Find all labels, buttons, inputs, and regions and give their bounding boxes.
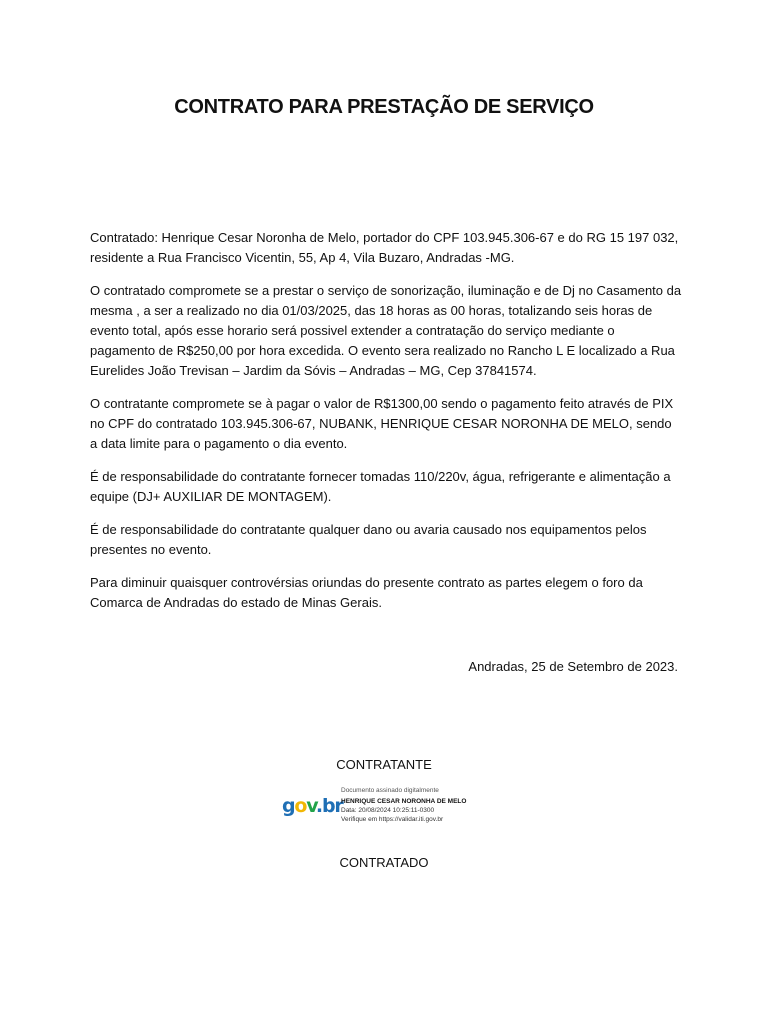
govbr-logo: gov.br [282, 795, 343, 817]
signature-verify-link[interactable]: Verifique em https://validar.iti.gov.br [341, 816, 444, 823]
contratante-label: CONTRATANTE [336, 757, 432, 772]
digital-signature-stamp [282, 784, 482, 830]
signature-header: Documento assinado digitalmente [341, 787, 439, 794]
paragraph-payment: O contratante compromete se à pagar o valor de R$1300,00 sendo o pagamento feito através de PIX no CPF do contratado 103.945.306-67, NUBANK, HENRIQUE CESAR NORONHA DE MELO, sendo a data limite para o pagamento o dia evento. [90, 396, 674, 451]
signer-name: HENRIQUE CESAR NORONHA DE MELO [341, 798, 467, 805]
document-title: CONTRATO PARA PRESTAÇÃO DE SERVIÇO [174, 96, 594, 118]
paragraph-contratado: Contratado: Henrique Cesar Noronha de Melo, portador do CPF 103.945.306-67 e do RG 15 197 032, residente a Rua Francisco Vicentin, 55, Ap 4, Vila Buzaro, Andradas -MG. [90, 230, 679, 265]
contract-body [90, 228, 682, 626]
date-line: Andradas, 25 de Setembro de 2023. [468, 659, 678, 674]
signature-details [341, 786, 466, 824]
paragraph-jurisdiction: Para diminuir quaisquer controvérsias oriundas do presente contrato as partes elegem o foro da Comarca de Andradas do estado de Minas Gerais. [90, 575, 643, 610]
paragraph-equipment-supply: É de responsabilidade do contratante fornecer tomadas 110/220v, água, refrigerante e alimentação a equipe (DJ+ AUXILIAR DE MONTAGEM). [90, 469, 671, 504]
signature-date: Data: 20/08/2024 10:25:11-0300 [341, 807, 435, 814]
contratado-label: CONTRATADO [339, 855, 429, 870]
paragraph-damage: É de responsabilidade do contratante qualquer dano ou avaria causado nos equipamentos pelos presentes no evento. [90, 522, 647, 557]
paragraph-service: O contratado compromete se a prestar o serviço de sonorização, iluminação e de Dj no Casamento da mesma , a ser a realizado no dia 01/03/2025, das 18 horas as 00 horas, totalizando seis horas de evento total, após esse horario será possivel extender a contratação do serviço mediante o pagamento de R$250,00 por hora excedida. O evento sera realizado no Rancho L E localizado a Rua Eurelides João Trevisan – Jardim da Sóvis – Andradas – MG, Cep 37841574. [90, 283, 682, 378]
